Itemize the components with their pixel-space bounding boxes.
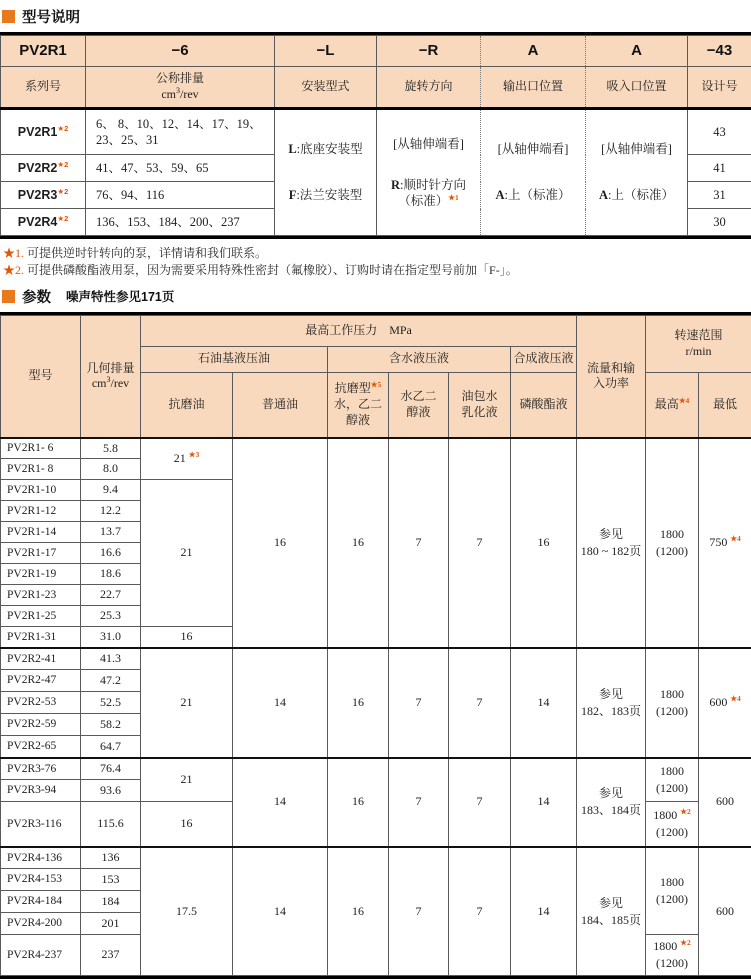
series-cell: $PV2R1^{★2}$ (1, 109, 86, 155)
displacement-list-cell: 136、153、184、200、237 (86, 209, 275, 236)
displacement-cell: 12.2 (81, 501, 141, 522)
model-cell: PV2R3-116 (1, 802, 81, 847)
model-cell: PV2R4-237 (1, 935, 81, 976)
section-parameters (2, 286, 751, 307)
water-in-oil-pressure-cell: 7 (449, 847, 511, 976)
table-row (1, 67, 751, 109)
antiwear-pressure-cell: 16 (141, 802, 233, 847)
water-glycol-pressure-cell: 7 (389, 648, 449, 758)
section-title: 型号说明 (22, 6, 80, 27)
displacement-cell: 25.3 (81, 606, 141, 627)
displacement-cell: 76.4 (81, 758, 141, 780)
model-cell: PV2R4-136 (1, 847, 81, 869)
flow-power-ref-cell: 参见 180 ~ 182页 (577, 438, 646, 648)
max-speed-cell: 1800 $^{★2}$ (1200) (646, 935, 699, 976)
header-speed-range: 转速范围 r/min (646, 315, 751, 372)
displacement-cell: 13.7 (81, 522, 141, 543)
outlet-top: A:上（标准） (495, 187, 570, 203)
code-series: PV2R1 (1, 36, 86, 67)
displacement-cell: 93.6 (81, 780, 141, 802)
water-in-oil-pressure-cell: 7 (449, 758, 511, 847)
section-subtitle: 噪声特性参见171页 (66, 287, 174, 305)
mount-flange: F:法兰安装型 (289, 187, 363, 203)
orange-square-icon (2, 10, 15, 23)
flow-power-ref-cell: 参见 183、184页 (577, 758, 646, 847)
phosphate-pressure-cell: 14 (511, 847, 577, 976)
antiwear-pressure-cell: 21 (141, 648, 233, 758)
header-water-in-oil: 油包水 乳化液 (449, 372, 511, 438)
general-pressure-cell: 14 (233, 847, 328, 976)
header-water-fluids: 含水液压液 (328, 346, 511, 372)
flow-power-ref-cell: 参见 182、183页 (577, 648, 646, 758)
antiwear-pressure-cell: 17.5 (141, 847, 233, 976)
max-speed-cell: 1800 (1200) (646, 847, 699, 935)
model-cell: PV2R2-65 (1, 736, 81, 758)
inlet-cell (586, 109, 688, 236)
section-model-designation (2, 6, 751, 27)
displacement-cell: 115.6 (81, 802, 141, 847)
design-number-cell: 30 (688, 209, 751, 236)
model-cell: PV2R3-76 (1, 758, 81, 780)
footnote-1: ★1. 可提供逆时针转向的泵，详情请和我们联系。 (3, 245, 751, 262)
model-cell: PV2R1-14 (1, 522, 81, 543)
outlet-cell (481, 109, 586, 236)
footnotes (3, 245, 751, 280)
inlet-top: A:上（标准） (599, 187, 674, 203)
model-cell: PV2R1-31 (1, 627, 81, 648)
table-row (1, 315, 751, 346)
model-cell: PV2R1- 8 (1, 459, 81, 480)
model-cell: PV2R2-41 (1, 648, 81, 670)
general-pressure-cell: 16 (233, 438, 328, 648)
flow-power-ref-cell: 参见 184、185页 (577, 847, 646, 976)
mounting-cell (275, 109, 377, 236)
displacement-cell: 64.7 (81, 736, 141, 758)
displacement-list-cell: 76、94、116 (86, 182, 275, 209)
label-design: 设计号 (688, 67, 751, 109)
outlet-view-note: [从轴伸端看] (498, 141, 569, 157)
footnote-2: ★2. 可提供磷酸酯液用泵，因为需要采用特殊性密封（氟橡胶）、订购时请在指定型号前加「F-」。 (3, 262, 751, 279)
water-in-oil-pressure-cell: 7 (449, 438, 511, 648)
general-pressure-cell: 14 (233, 758, 328, 847)
header-phosphate-ester: 磷酸酯液 (511, 372, 577, 438)
antiwear-wg-pressure-cell: 16 (328, 438, 389, 648)
table-row (1, 438, 751, 459)
section-title: 参数 (22, 286, 51, 307)
model-designation-table (0, 32, 751, 239)
parameters-table (0, 312, 751, 979)
antiwear-pressure-cell: 16 (141, 627, 233, 648)
header-flow-power: 流量和输 入功率 (577, 315, 646, 438)
code-displacement: −6 (86, 36, 275, 67)
model-cell: PV2R2-59 (1, 714, 81, 736)
displacement-cell: 58.2 (81, 714, 141, 736)
displacement-cell: 52.5 (81, 692, 141, 714)
header-synthetic-fluids: 合成液压液 (511, 346, 577, 372)
antiwear-pressure-cell: 21 $^{★3}$ (141, 438, 233, 480)
code-rotation: −R (377, 36, 481, 67)
general-pressure-cell: 14 (233, 648, 328, 758)
max-speed-cell: 1800 $^{★2}$ (1200) (646, 802, 699, 847)
model-cell: PV2R4-153 (1, 869, 81, 891)
displacement-list-cell: 6、 8、10、12、14、17、19、23、25、31 (86, 109, 275, 155)
displacement-cell: 47.2 (81, 670, 141, 692)
phosphate-pressure-cell: 14 (511, 648, 577, 758)
rotation-cell (377, 109, 481, 236)
min-speed-cell: 600 $^{★4}$ (699, 648, 751, 758)
table-row (1, 847, 751, 869)
label-inlet: 吸入口位置 (586, 67, 688, 109)
label-displacement-unit: $cm^3$/rev (86, 87, 274, 103)
label-displacement-text: 公称排量 (86, 71, 274, 87)
displacement-list-cell: 41、47、53、59、65 (86, 155, 275, 182)
label-rotation: 旋转方向 (377, 67, 481, 109)
header-water-glycol: 水乙二 醇液 (389, 372, 449, 438)
water-glycol-pressure-cell: 7 (389, 758, 449, 847)
header-antiwear-water-glycol: 抗磨型$^{★5}$ 水，乙二 醇液 (328, 372, 389, 438)
series-cell: $PV2R2^{★2}$ (1, 155, 86, 182)
header-displacement: 几何排量 $cm^3$/rev (81, 315, 141, 438)
rotation-cw: R:顺时针方向 （标准）$^{★1}$ (391, 177, 466, 210)
displacement-cell: 9.4 (81, 480, 141, 501)
model-cell: PV2R4-184 (1, 891, 81, 913)
model-cell: PV2R1- 6 (1, 438, 81, 459)
header-min-speed: 最低 (699, 372, 751, 438)
code-outlet: A (481, 36, 586, 67)
displacement-cell: 237 (81, 935, 141, 976)
max-speed-cell: 1800 (1200) (646, 438, 699, 648)
code-design: −43 (688, 36, 751, 67)
displacement-cell: 31.0 (81, 627, 141, 648)
series-cell: $PV2R3^{★2}$ (1, 182, 86, 209)
header-max-speed: 最高$^{★4}$ (646, 372, 699, 438)
table-row (1, 109, 751, 155)
min-speed-cell: 750 $^{★4}$ (699, 438, 751, 648)
catalog-page (0, 6, 751, 974)
displacement-cell: 8.0 (81, 459, 141, 480)
displacement-cell: 136 (81, 847, 141, 869)
water-glycol-pressure-cell: 7 (389, 438, 449, 648)
inlet-view-note: [从轴伸端看] (601, 141, 672, 157)
header-max-pressure: 最高工作压力 MPa (141, 315, 577, 346)
label-series: 系列号 (1, 67, 86, 109)
table-row (1, 648, 751, 670)
mount-base: L:底座安装型 (288, 141, 362, 157)
model-cell: PV2R1-10 (1, 480, 81, 501)
model-cell: PV2R1-19 (1, 564, 81, 585)
model-cell: PV2R2-53 (1, 692, 81, 714)
antiwear-wg-pressure-cell: 16 (328, 648, 389, 758)
design-number-cell: 41 (688, 155, 751, 182)
phosphate-pressure-cell: 14 (511, 758, 577, 847)
table-row (1, 758, 751, 780)
displacement-cell: 5.8 (81, 438, 141, 459)
series-cell: $PV2R4^{★2}$ (1, 209, 86, 236)
water-glycol-pressure-cell: 7 (389, 847, 449, 976)
displacement-cell: 184 (81, 891, 141, 913)
model-cell: PV2R1-25 (1, 606, 81, 627)
phosphate-pressure-cell: 16 (511, 438, 577, 648)
orange-square-icon (2, 290, 15, 303)
model-cell: PV2R2-47 (1, 670, 81, 692)
model-cell: PV2R3-94 (1, 780, 81, 802)
antiwear-wg-pressure-cell: 16 (328, 758, 389, 847)
code-mounting: −L (275, 36, 377, 67)
model-cell: PV2R1-12 (1, 501, 81, 522)
header-model: 型号 (1, 315, 81, 438)
model-cell: PV2R4-200 (1, 913, 81, 935)
max-speed-cell: 1800 (1200) (646, 648, 699, 758)
header-antiwear-oil: 抗磨油 (141, 372, 233, 438)
antiwear-pressure-cell: 21 (141, 758, 233, 802)
min-speed-cell: 600 (699, 847, 751, 976)
displacement-cell: 41.3 (81, 648, 141, 670)
water-in-oil-pressure-cell: 7 (449, 648, 511, 758)
antiwear-pressure-cell: 21 (141, 480, 233, 627)
label-mounting: 安装型式 (275, 67, 377, 109)
code-inlet: A (586, 36, 688, 67)
rotation-view-note: [从轴伸端看] (393, 136, 464, 152)
displacement-cell: 16.6 (81, 543, 141, 564)
displacement-cell: 18.6 (81, 564, 141, 585)
min-speed-cell: 600 (699, 758, 751, 847)
displacement-cell: 22.7 (81, 585, 141, 606)
design-number-cell: 31 (688, 182, 751, 209)
antiwear-wg-pressure-cell: 16 (328, 847, 389, 976)
model-cell: PV2R1-17 (1, 543, 81, 564)
displacement-cell: 201 (81, 913, 141, 935)
header-petroleum-fluids: 石油基液压油 (141, 346, 328, 372)
header-general-oil: 普通油 (233, 372, 328, 438)
label-outlet: 输出口位置 (481, 67, 586, 109)
table-row (1, 36, 751, 67)
design-number-cell: 43 (688, 109, 751, 155)
displacement-cell: 153 (81, 869, 141, 891)
model-cell: PV2R1-23 (1, 585, 81, 606)
max-speed-cell: 1800 (1200) (646, 758, 699, 802)
label-displacement (86, 67, 275, 109)
